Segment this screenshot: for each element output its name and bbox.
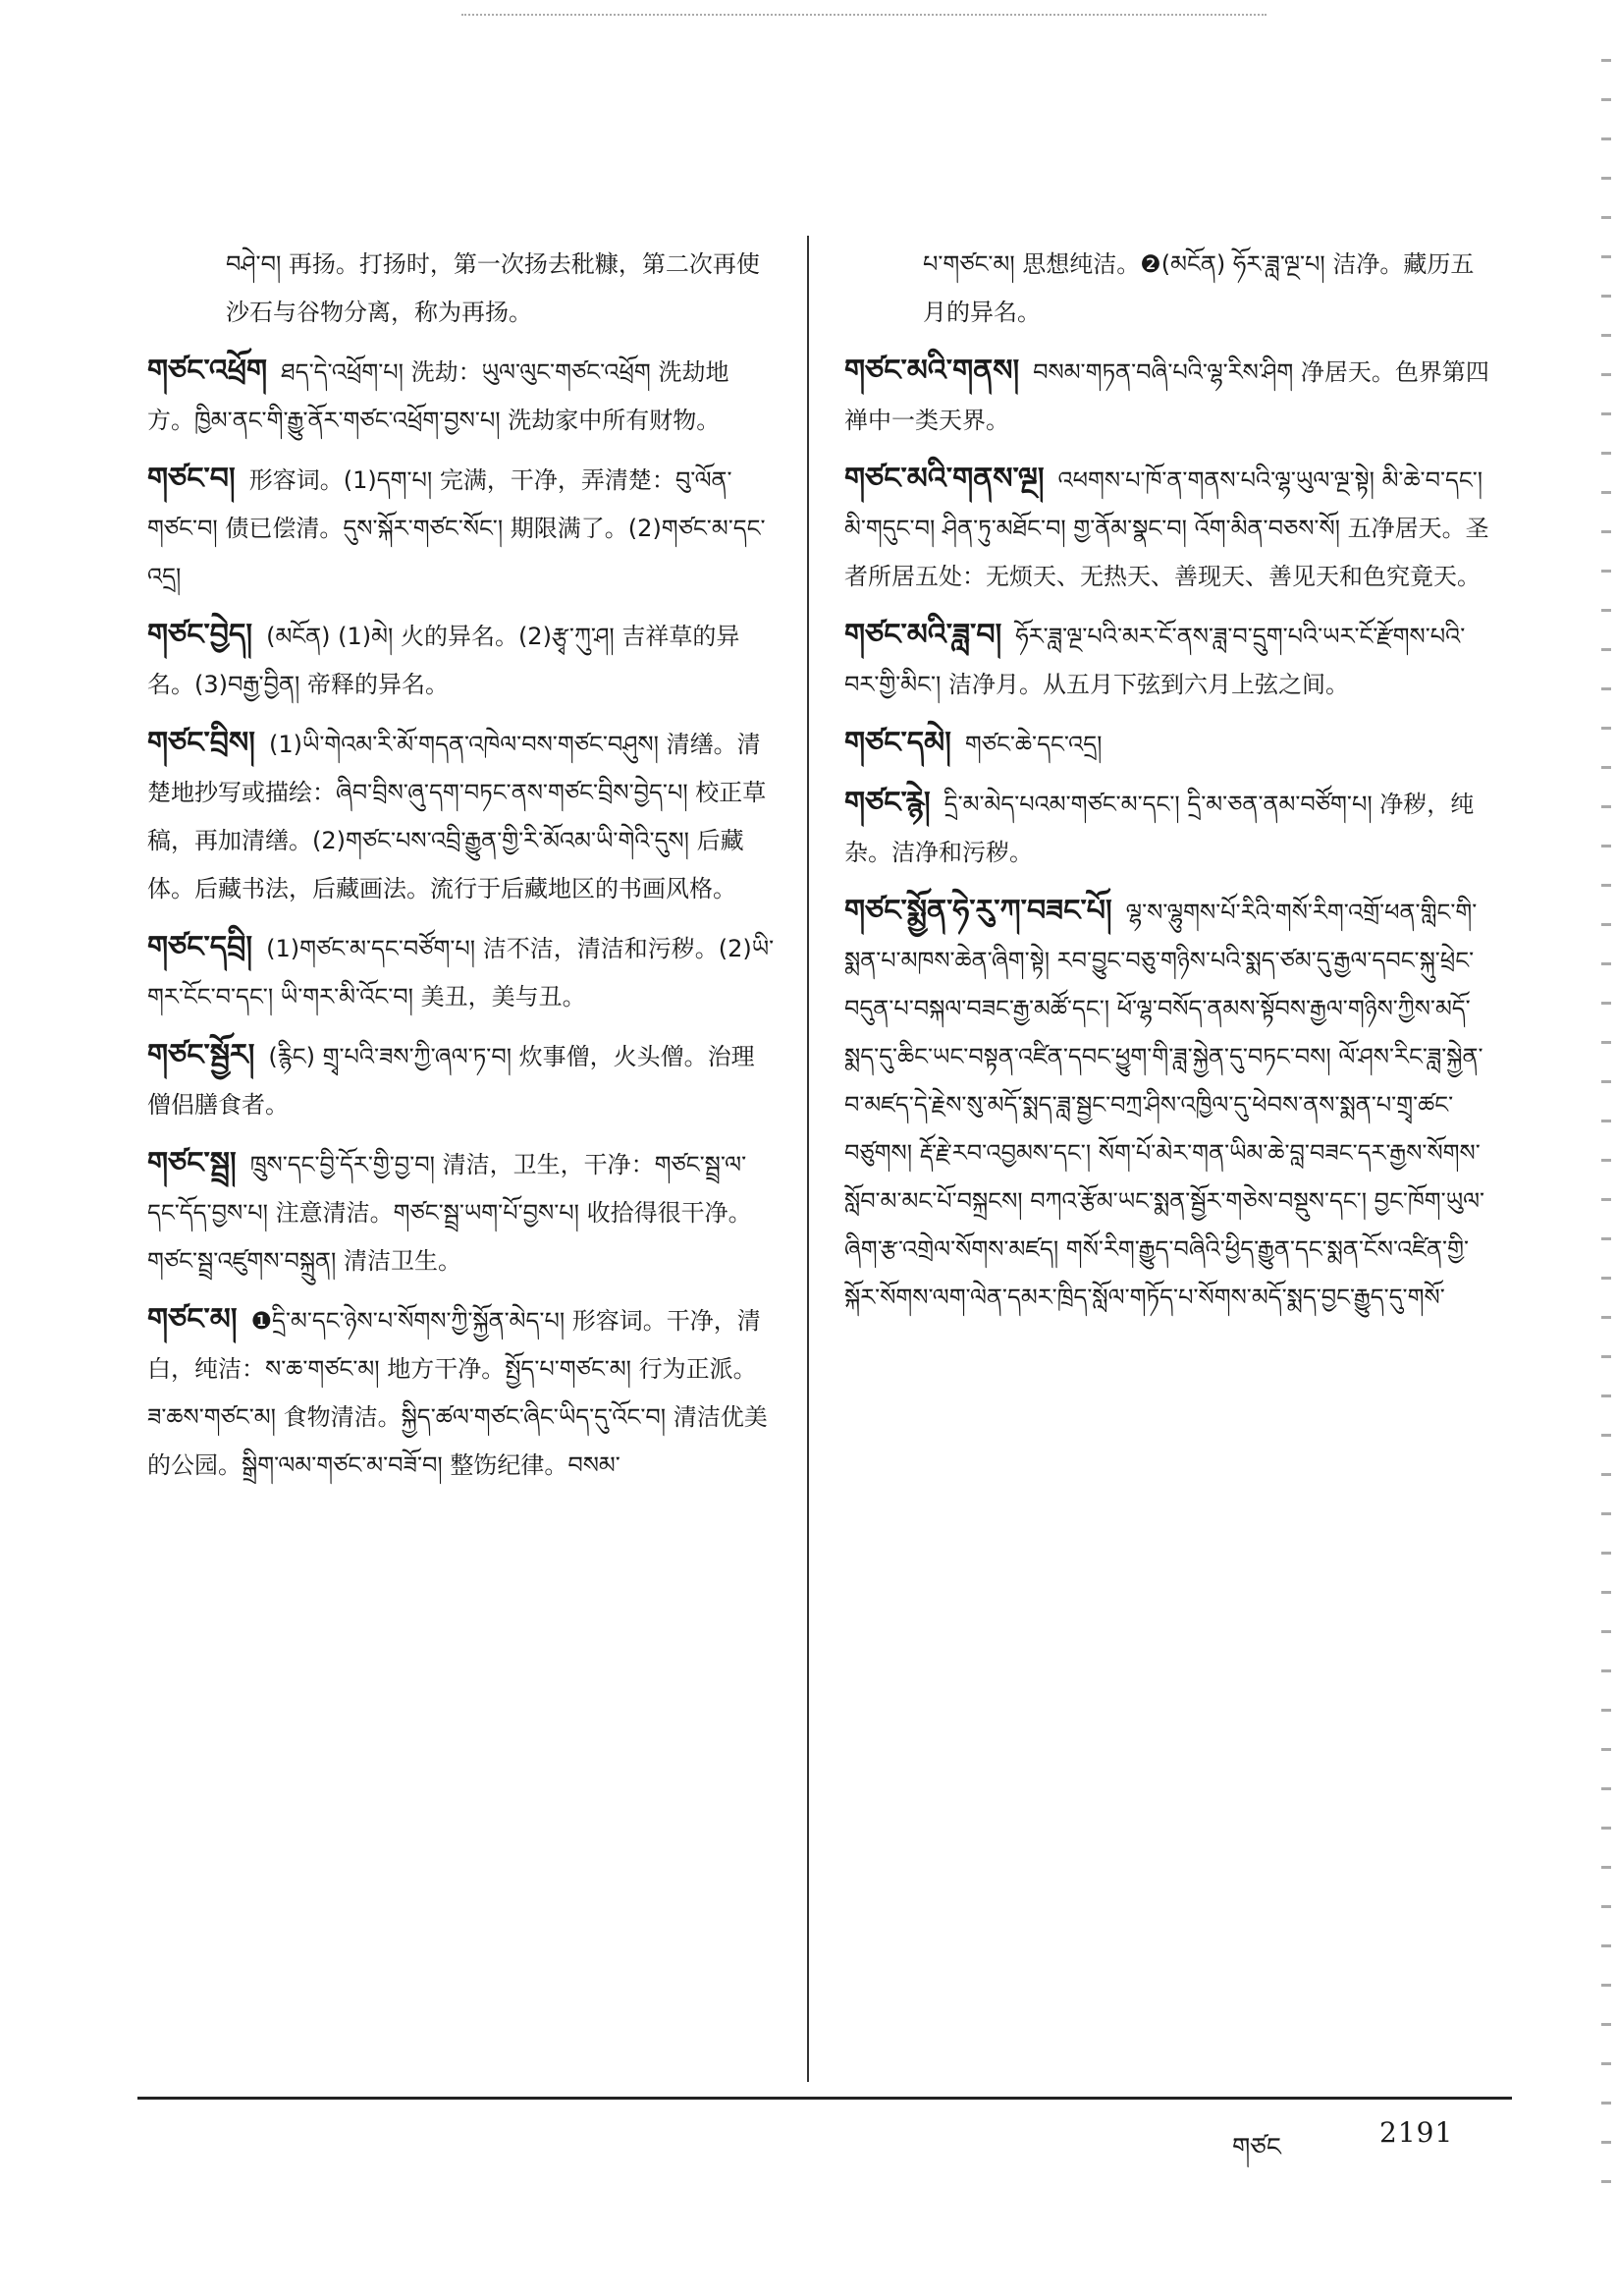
entry-headword: གཙང་མའི་གནས་ལྔ། [844, 462, 1045, 496]
entry-definition: དྲི་མ་མེད་པའམ་གཙང་མ་དང་། དྲི་མ་ཅན་ནམ་བཙོག་པ། 净秽，纯杂。洁净和污秽。 [844, 791, 1475, 866]
entry-definition: བསམ་གཏན་བཞི་པའི་ལྷ་རིས་ཤིག 净居天。色界第四禅中一类天界。 [844, 358, 1489, 434]
entry-headword: གཙང་མའི་གནས། [844, 354, 1020, 388]
entry-definition: ❶དྲི་མ་དང་ཉེས་པ་སོགས་ཀྱི་སྐྱོན་མེད་པ། 形容词。干净，清白，纯洁：ས་ཆ་གཙང་མ། 地方干净。སྤྱོད་པ་གཙང་མ། 行为正派。ཟ་ཆས་གཙང་མ། 食物清洁。སྐྱིད་ཚལ་གཙང་ཞིང་ཡིད་དུ་འོང་བ། 清洁优美的公园。སྒྲིག་ལམ་གཙང་མ་བཟོ་བ། 整饬纪律。བསམ་ [147, 1307, 768, 1479]
entry-headword: གཙང་སྨྱོན་ཧེ་རུ་ཀ་བཟང་པོ། [844, 894, 1112, 928]
entry-headword: གཙང་དབྲི། [147, 930, 253, 964]
entry-definition: ལྷ་ས་ལྷུགས་པོ་རིའི་གསོ་རིག་འགྲོ་ཕན་གླིང་གི་སྨན་པ་མཁས་ཆེན་ཞིག་སྟེ། རབ་བྱུང་བཅུ་གཉིས་པའི་སྨད་ཙམ་དུ་རྒྱལ་དབང་སྐུ་ཕྲེང་བདུན་པ་བསྐལ་བཟང་རྒྱ་མཚོ་དང་། ཕོ་ལྷ་བསོད་ནམས་སྟོབས་རྒྱལ་གཉིས་ཀྱིས་མདོ་སྨད་དུ་ཆིང་ཡང་བསྟན་འཛིན་དབང་ཕྱུག་གི་ཟླ་སྐྱེན་དུ་བཏང་བས། ལོ་ཤས་རིང་ཟླ་སྐྱེན་བ་མཛད་དེ་རྗེས་སུ་མདོ་སྨད་ཟླ་སྦྱང་བཀྲ་ཤིས་འཁྱིལ་དུ་ཕེབས་ནས་སྨན་པ་གྲྭ་ཚང་བཙུགས། རྡོ་རྗེ་རབ་འབྱམས་དང་། སོག་པོ་མེར་གན་ཡིམ་ཆེ་བླ་བཟང་དར་རྒྱས་སོགས་སློབ་མ་མང་པོ་བསྐྲངས། བཀའ་རྩོམ་ཡང་སྨན་སྦྱོར་གཅེས་བསྡུས་དང་། བྱང་ཁོག་ཡུལ་ཞིག་རྩ་འགྲེལ་སོགས་མཛད། གསོ་རིག་རྒྱུད་བཞིའི་ཕྱིད་རྒྱུན་དང་སྨན་ངོས་འཛིན་གྱི་སྐོར་སོགས་ལག་ལེན་དམར་ཁྲིད་སློལ་གཏོད་པ་སོགས་མདོ་སྨད་བྱང་རྒྱུད་དུ་གསོ་ [844, 899, 1485, 1311]
top-scan-dots [461, 14, 1267, 16]
entry-headword: གཙང་བ། [147, 462, 236, 496]
entry-definition: ཐད་དེ་འཕྲོག་པ། 洗劫：ཡུལ་ལུང་གཙང་འཕྲོག 洗劫地方。ཁྱིམ་ནང་གི་རྒྱུ་ནོར་གཙང་འཕྲོག་བྱས་པ། 洗劫家中所有财物。 [147, 358, 729, 434]
entry-headword: གཙང་རྙེ། [844, 786, 931, 820]
entry-definition: (མངོན) (1)མེ། 火的异名。(2)རྩྭ་ཀུ་ཤ། 吉祥草的异名。(3)བརྒྱ་བྱིན། 帝释的异名。 [147, 623, 740, 698]
entry-headword: གཙང་བྲིས། [147, 726, 255, 760]
dictionary-entry [844, 779, 1492, 877]
entry-definition: (རྙིང) གྲྭ་པའི་ཟས་ཀྱི་ཞལ་ཏ་བ། 炊事僧，火头僧。治理僧侣膳食者。 [147, 1043, 755, 1119]
entry-headword: གཙང་དམེ། [844, 726, 951, 760]
entry-definition: ཁྲུས་དང་བྱི་དོར་གྱི་བྱ་བ། 清洁，卫生，干净：གཙང་སྦྲ་ལ་དང་དོད་བྱས་པ། 注意清洁。གཙང་སྦྲ་ཡག་པོ་བྱས་པ། 收拾得很干净。གཙང་སྦྲ་འཛུགས་བསྐྲུན། 清洁卫生。 [147, 1151, 752, 1275]
footer-running-word: གཙང [1232, 2133, 1281, 2162]
entry-definition: (1)ཡི་གེའམ་རི་མོ་གདན་འཁེལ་བས་གཙང་བཤུས། 清缮。清楚地抄写或描绘：ཞིབ་བྲིས་ཞུ་དག་བཏང་ནས་གཙང་བྲིས་བྱེད་པ། 校正草稿，再加清缮。(2)གཙང་པས་འབྲི་རྒྱུན་གྱི་རི་མོའམ་ཡི་གེའི་དུས། 后藏体。后藏书法，后藏画法。流行于后藏地区的书画风格。 [147, 731, 767, 902]
entry-definition: གཙང་ཆེ་དང་འདྲ། [964, 731, 1103, 758]
left-column [147, 241, 776, 1500]
dictionary-entry [844, 455, 1492, 601]
dictionary-entry [147, 1031, 776, 1129]
footer-rule [137, 2097, 1512, 2100]
entry-headword: གཙང་སྦྱོར། [147, 1038, 255, 1072]
continued-entry-text: པ་གཙང་མ། 思想纯洁。❷(མངོན) ཧོར་ཟླ་ལྔ་པ། 洁净。藏历五月的异名。 [923, 250, 1475, 326]
scan-edge-marks [1601, 59, 1611, 2219]
column-divider [807, 236, 809, 2082]
dictionary-entry [844, 887, 1492, 1322]
dictionary-entry [147, 1139, 776, 1285]
dictionary-entry [147, 719, 776, 913]
dictionary-entry [147, 455, 776, 601]
dictionary-entry [844, 347, 1492, 445]
dictionary-entry [147, 1295, 776, 1490]
entry-headword: གཙང་བྱེད། [147, 618, 253, 652]
page-number: 2191 [1379, 2116, 1454, 2149]
entry-definition: ཧོར་ཟླ་ལྔ་པའི་མར་ངོ་ནས་ཟླ་བ་དྲུག་པའི་ཡར་ངོ་རྫོགས་པའི་བར་གྱི་མིང་། 洁净月。从五月下弦到六月上弦之间。 [844, 623, 1466, 698]
dictionary-entry [844, 611, 1492, 709]
entry-headword: གཙང་མ། [147, 1302, 238, 1337]
dictionary-entry [147, 611, 776, 709]
dictionary-entry [147, 347, 776, 445]
entry-definition: འཕགས་པ་ཁོ་ན་གནས་པའི་ལྷ་ཡུལ་ལྔ་སྟེ། མི་ཆེ་བ་དང་། མི་གདུང་བ། ཤིན་ཏུ་མཐོང་བ། གྱ་ནོམ་སྣང་བ། འོག་མིན་བཅས་སོ། 五净居天。圣者所居五处：无烦天、无热天、善现天、善见天和色究竟天。 [844, 466, 1489, 590]
right-column [844, 241, 1492, 1332]
dictionary-entry [147, 923, 776, 1021]
entry-definition: 形容词。(1)དག་པ། 完满，干净，弄清楚：བུ་ལོན་གཙང་བ། 债已偿清。དུས་སྐོར་གཙང་སོང་། 期限满了。(2)གཙང་མ་དང་འདྲ། [147, 466, 766, 590]
entry-definition: (1)གཙང་མ་དང་བཙོག་པ། 洁不洁，清洁和污秽。(2)ཡི་གར་ངོང་བ་དང་། ཡི་གར་མི་འོང་བ། 美丑，美与丑。 [147, 935, 775, 1011]
dictionary-entry [844, 719, 1492, 769]
continued-entry-text: བཤེ་བ། 再扬。打扬时，第一次扬去秕糠，第二次再使沙石与谷物分离，称为再扬。 [226, 250, 760, 326]
entry-headword: གཙང་འཕྲོག [147, 354, 268, 388]
entry-headword: གཙང་སྦྲ། [147, 1146, 237, 1180]
entry-headword: གཙང་མའི་ཟླ་བ། [844, 618, 1002, 652]
